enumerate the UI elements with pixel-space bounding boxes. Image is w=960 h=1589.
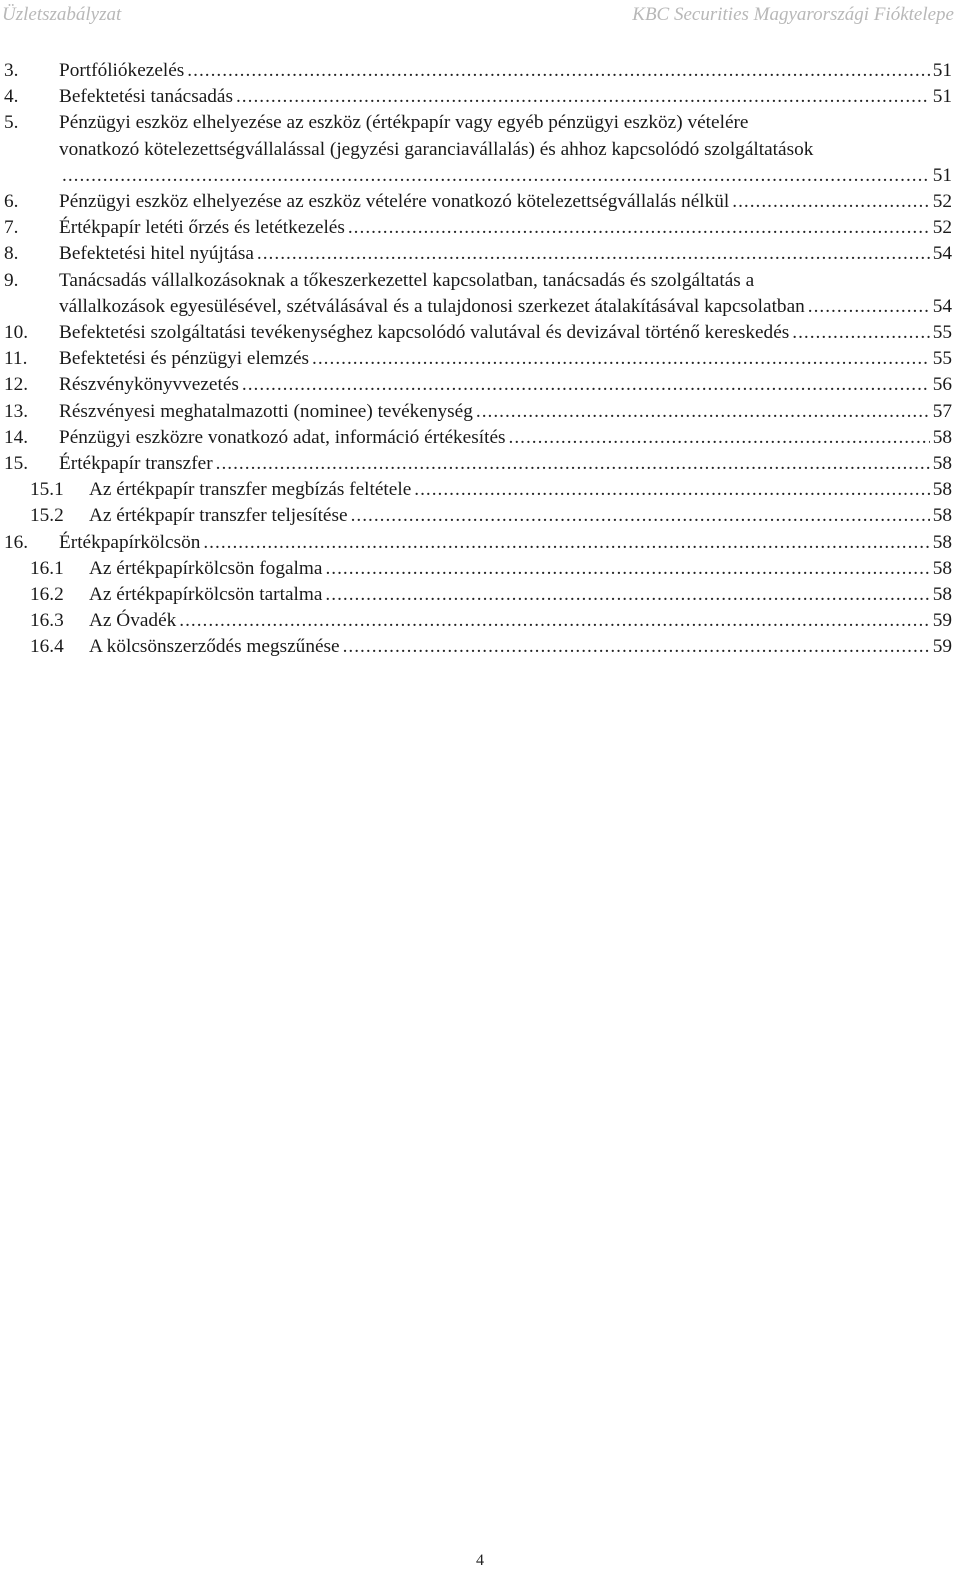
toc-entry-body [59, 241, 952, 267]
dot-leader [236, 84, 930, 110]
toc-entry-body [89, 477, 952, 503]
toc-entry-body [89, 503, 952, 529]
toc-entry-page: 51 [932, 164, 952, 186]
toc-entry[interactable] [4, 451, 952, 477]
page-header [2, 4, 954, 34]
toc-entry-title: Befektetési szolgáltatási tevékenységhez kapcsolódó valutával és devizával történő kereskedés [59, 322, 790, 344]
toc-entry-title: Értékpapír transzfer [59, 453, 213, 475]
page-number: 4 [476, 1552, 484, 1569]
toc-entry-number: 4. [4, 86, 19, 108]
toc-entry[interactable] [4, 268, 952, 320]
toc-entry-page: 55 [932, 348, 952, 370]
dot-leader [312, 346, 930, 372]
toc-entry-leader-line [59, 215, 952, 241]
toc-entry-leader-line [59, 451, 952, 477]
toc-entry[interactable] [4, 530, 952, 556]
toc-entry-page: 58 [932, 557, 952, 579]
toc-entry-body [59, 530, 952, 556]
toc-entry-title-line: Tanácsadás vállalkozásoknak a tőkeszerkezettel kapcsolatban, tanácsadás és szolgáltatás a [59, 269, 755, 291]
toc-entry-number: 14. [4, 426, 29, 448]
toc-entry-title: Az értékpapír transzfer teljesítése [89, 505, 348, 527]
toc-entry-number: 16.2 [30, 584, 64, 606]
toc-entry-page: 56 [932, 374, 952, 396]
dot-leader [343, 634, 930, 660]
toc-entry-page: 54 [932, 295, 952, 317]
toc-entry-title: Részvénykönyvvezetés [59, 374, 239, 396]
toc-entry-leader-line [89, 608, 952, 634]
toc-entry-title: Pénzügyi eszközre vonatkozó adat, információ értékesítés [59, 426, 506, 448]
toc-entry-body [89, 608, 952, 634]
toc-entry[interactable] [4, 503, 952, 529]
toc-entry[interactable] [4, 425, 952, 451]
toc-entry-leader-line [59, 241, 952, 267]
toc-entry-body [59, 346, 952, 372]
toc-entry[interactable] [4, 84, 952, 110]
toc-entry-page: 52 [932, 191, 952, 213]
toc-entry-page: 58 [932, 426, 952, 448]
toc-entry-leader-line [59, 530, 952, 556]
dot-leader [325, 556, 929, 582]
toc-entry-number: 16.1 [30, 557, 64, 579]
toc-entry-leader-line [89, 582, 952, 608]
toc-entry[interactable] [4, 477, 952, 503]
toc-entry-title: Részvényesi meghatalmazotti (nominee) tevékenység [59, 400, 473, 422]
toc-entry-title: Az értékpapír transzfer megbízás feltétele [89, 479, 412, 501]
toc-entry-page: 58 [932, 479, 952, 501]
dot-leader [351, 503, 930, 529]
toc-entry[interactable] [4, 58, 952, 84]
toc-entry[interactable] [4, 110, 952, 189]
dot-leader [179, 608, 929, 634]
toc-entry-number: 15. [4, 453, 29, 475]
toc-entry-number: 10. [4, 322, 29, 344]
toc-entry-number: 11. [4, 348, 28, 370]
toc-entry[interactable] [4, 634, 952, 660]
dot-leader [792, 320, 929, 346]
toc-entry[interactable] [4, 372, 952, 398]
toc-entry-number: 16.3 [30, 610, 64, 632]
toc-entry-body [59, 110, 952, 189]
toc-entry-number: 8. [4, 243, 19, 265]
toc-entry-title: A kölcsönszerződés megszűnése [89, 636, 340, 658]
dot-leader [242, 372, 930, 398]
toc-entry-title: Portfóliókezelés [59, 60, 185, 81]
dot-leader [203, 530, 929, 556]
toc-entry-leader-line [89, 503, 952, 529]
toc-entry-leader-line [59, 320, 952, 346]
dot-leader [808, 294, 930, 320]
toc-entry[interactable] [4, 320, 952, 346]
toc-entry-page: 59 [932, 636, 952, 658]
toc-entry-title: Értékpapírkölcsön [59, 531, 201, 553]
toc-entry-title-line: Pénzügyi eszköz elhelyezése az eszköz (értékpapír vagy egyéb pénzügyi eszköz) vételére [59, 112, 749, 134]
toc-entry-body [59, 425, 952, 451]
toc-entry-body [89, 582, 952, 608]
dot-leader [414, 477, 929, 503]
toc-entry-page: 58 [932, 453, 952, 475]
toc-entry[interactable] [4, 346, 952, 372]
toc-entry-page: 55 [932, 322, 952, 344]
toc-entry-number: 3. [4, 60, 19, 81]
toc-entry-leader-line [59, 58, 952, 84]
toc-entry-number: 16. [4, 531, 29, 553]
toc-entry[interactable] [4, 556, 952, 582]
toc-entry-body [59, 451, 952, 477]
dot-leader [257, 241, 930, 267]
toc-entry-title: Befektetési hitel nyújtása [59, 243, 254, 265]
toc-entry-page: 54 [932, 243, 952, 265]
toc-entry-body [59, 58, 952, 84]
toc-entry-number: 12. [4, 374, 29, 396]
toc-entry-number: 5. [4, 112, 19, 134]
toc-entry-page: 58 [932, 531, 952, 553]
toc-entry-body [59, 189, 952, 215]
toc-entry-body [59, 215, 952, 241]
toc-entry-title: Értékpapír letéti őrzés és letétkezelés [59, 217, 345, 239]
toc-entry-number: 16.4 [30, 636, 64, 658]
toc-entry-leader-line [59, 346, 952, 372]
toc-entry-title: Az értékpapírkölcsön fogalma [89, 557, 323, 579]
dot-leader [216, 451, 930, 477]
toc-entry-page: 58 [932, 584, 952, 606]
toc-entry[interactable] [4, 189, 952, 215]
toc-entry-number: 9. [4, 269, 19, 291]
dot-leader [348, 215, 930, 241]
toc-entry-leader-line [59, 372, 952, 398]
header-document-title: Üzletszabályzat [2, 4, 122, 25]
toc-entry-title: Befektetési és pénzügyi elemzés [59, 348, 310, 370]
toc-entry-number: 7. [4, 217, 19, 239]
toc-entry-leader-line [59, 189, 952, 215]
toc-entry-page: 57 [932, 400, 952, 422]
dot-leader [325, 582, 929, 608]
toc-entry-body [59, 84, 952, 110]
dot-leader [187, 58, 929, 84]
dot-leader [509, 425, 930, 451]
toc-entry-leader-line [89, 556, 952, 582]
dot-leader [62, 163, 930, 189]
toc-entry-number: 15.2 [30, 505, 64, 527]
toc-entry-body [59, 268, 952, 320]
toc-entry-page: 51 [932, 60, 952, 81]
toc-entry-page: 59 [932, 610, 952, 632]
dot-leader [476, 399, 930, 425]
toc-entry[interactable] [4, 582, 952, 608]
toc-entry-title: Pénzügyi eszköz elhelyezése az eszköz vételére vonatkozó kötelezettségvállalás nélkül [59, 191, 730, 213]
toc-entry-body [59, 320, 952, 346]
toc-entry-leader-line [89, 477, 952, 503]
toc-entry-leader-line [59, 163, 952, 189]
toc-entry-leader-line [59, 294, 952, 320]
toc-entry-number: 15.1 [30, 479, 64, 501]
toc-entry-number: 6. [4, 191, 19, 213]
toc-entry[interactable] [4, 608, 952, 634]
toc-entry-title: Az értékpapírkölcsön tartalma [89, 584, 323, 606]
toc-entry-leader-line [59, 84, 952, 110]
toc-entry[interactable] [4, 399, 952, 425]
toc-entry-leader-line [59, 399, 952, 425]
header-company-name: KBC Securities Magyarországi Fióktelepe [632, 4, 954, 25]
toc-entry-title: Befektetési tanácsadás [59, 86, 233, 108]
toc-entry[interactable] [4, 215, 952, 241]
toc-entry-body [59, 399, 952, 425]
toc-entry-page: 51 [932, 86, 952, 108]
toc-entry-page: 52 [932, 217, 952, 239]
toc-entry-title: Az Óvadék [89, 610, 177, 632]
toc-entry-body [89, 634, 952, 660]
toc-entry-page: 58 [932, 505, 952, 527]
toc-entry-leader-line [89, 634, 952, 660]
toc-entry-body [59, 372, 952, 398]
table-of-contents [0, 58, 960, 661]
toc-entry-number: 13. [4, 400, 29, 422]
toc-entry-title-line: vonatkozó kötelezettségvállalással (jegyzési garanciavállalás) és ahhoz kapcsolódó szolgáltatások [59, 138, 814, 160]
toc-entry-body [89, 556, 952, 582]
toc-entry[interactable] [4, 241, 952, 267]
toc-entry-leader-line [59, 425, 952, 451]
dot-leader [732, 189, 929, 215]
toc-entry-title: vállalkozások egyesülésével, szétválásával és a tulajdonosi szerkezet átalakításával kapcsolatban [59, 295, 805, 317]
